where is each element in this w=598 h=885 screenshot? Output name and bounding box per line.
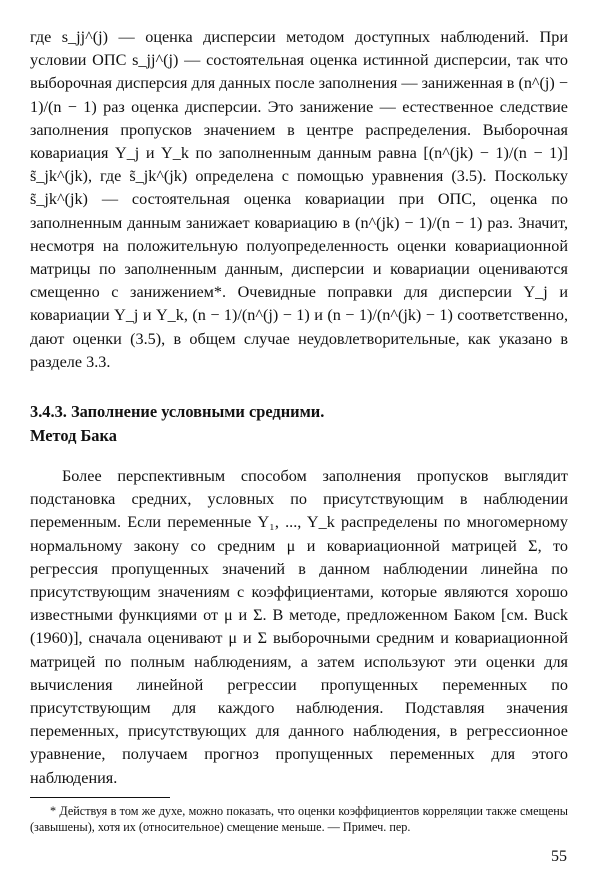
- paragraph-variance-covariance: где s_jj^(j) — оценка дисперсии методом доступных наблюдений. При условии ОПС s_jj^(j) — состоятельная оценка истинной дисперсии, так что выборочная дисперсия для данных после заполнения — заниженная в (n^(j) − 1)/(n − 1) раз оценка дисперсии. Это занижение — естественное следствие заполнения пропусков значением в центре распределения. Выборочная ковариация Y_j и Y_k по заполненным данным равна [(n^(jk) − 1)/(n − 1)] s̃_jk^(jk), где s̃_jk^(jk) определена с помощью уравнения (3.5). Поскольку s̃_jk^(jk) — состоятельная оценка ковариации при ОПС, оценка по заполненным данным занижает ковариацию в (n^(jk) − 1)/(n − 1) раз. Значит, несмотря на положительную полуопределенность оценки ковариационной матрицы по заполненным данным, дисперсии и ковариации оцениваются смещенно с занижением*. Очевидные поправки для дисперсии Y_j и ковариации Y_j и Y_k, (n − 1)/(n^(j) − 1) и (n − 1)/(n^(jk) − 1) соответственно, дают оценки (3.5), в общем случае неудовлетворительные, как указано в разделе 3.3.: [30, 28, 568, 371]
- section-heading-subtitle: Метод Бака: [30, 426, 117, 445]
- paragraph-buck-method: Более перспективным способом заполнения пропусков выглядит подстановка средних, условных по присутствующим в наблюдении переменным. Если переменные Y₁, ..., Y_k распределены по многомерному нормальному закону со средним μ и ковариационной матрицей Σ, то регрессия пропущенных значений в данном наблюдении линейна по присутствующим значениям с коэффициентами, которые являются хорошо известными функциями от μ и Σ. В методе, предложенном Баком [см. Buck (1960)], сначала оценивают μ и Σ выборочными средним и ковариационной матрицей по полным наблюдениям, а затем используют эти оценки для вычисления линейной регрессии пропущенных переменных по присутствующим для каждого наблюдения. Подставляя значения переменных, присутствующих для данного наблюдения, в регрессионное уравнение, получаем прогноз пропущенных переменных для этого наблюдения.: [30, 467, 568, 787]
- footnote: * Действуя в том же духе, можно показать, что оценки коэффициентов корреляции также смещены (завышены), хотя их (относительное) смещение меньше. — Примеч. пер.: [30, 804, 568, 834]
- footnote-divider: [30, 797, 170, 798]
- page-number: 55: [551, 848, 567, 865]
- section-heading-title: 3.4.3. Заполнение условными средними.: [30, 402, 325, 421]
